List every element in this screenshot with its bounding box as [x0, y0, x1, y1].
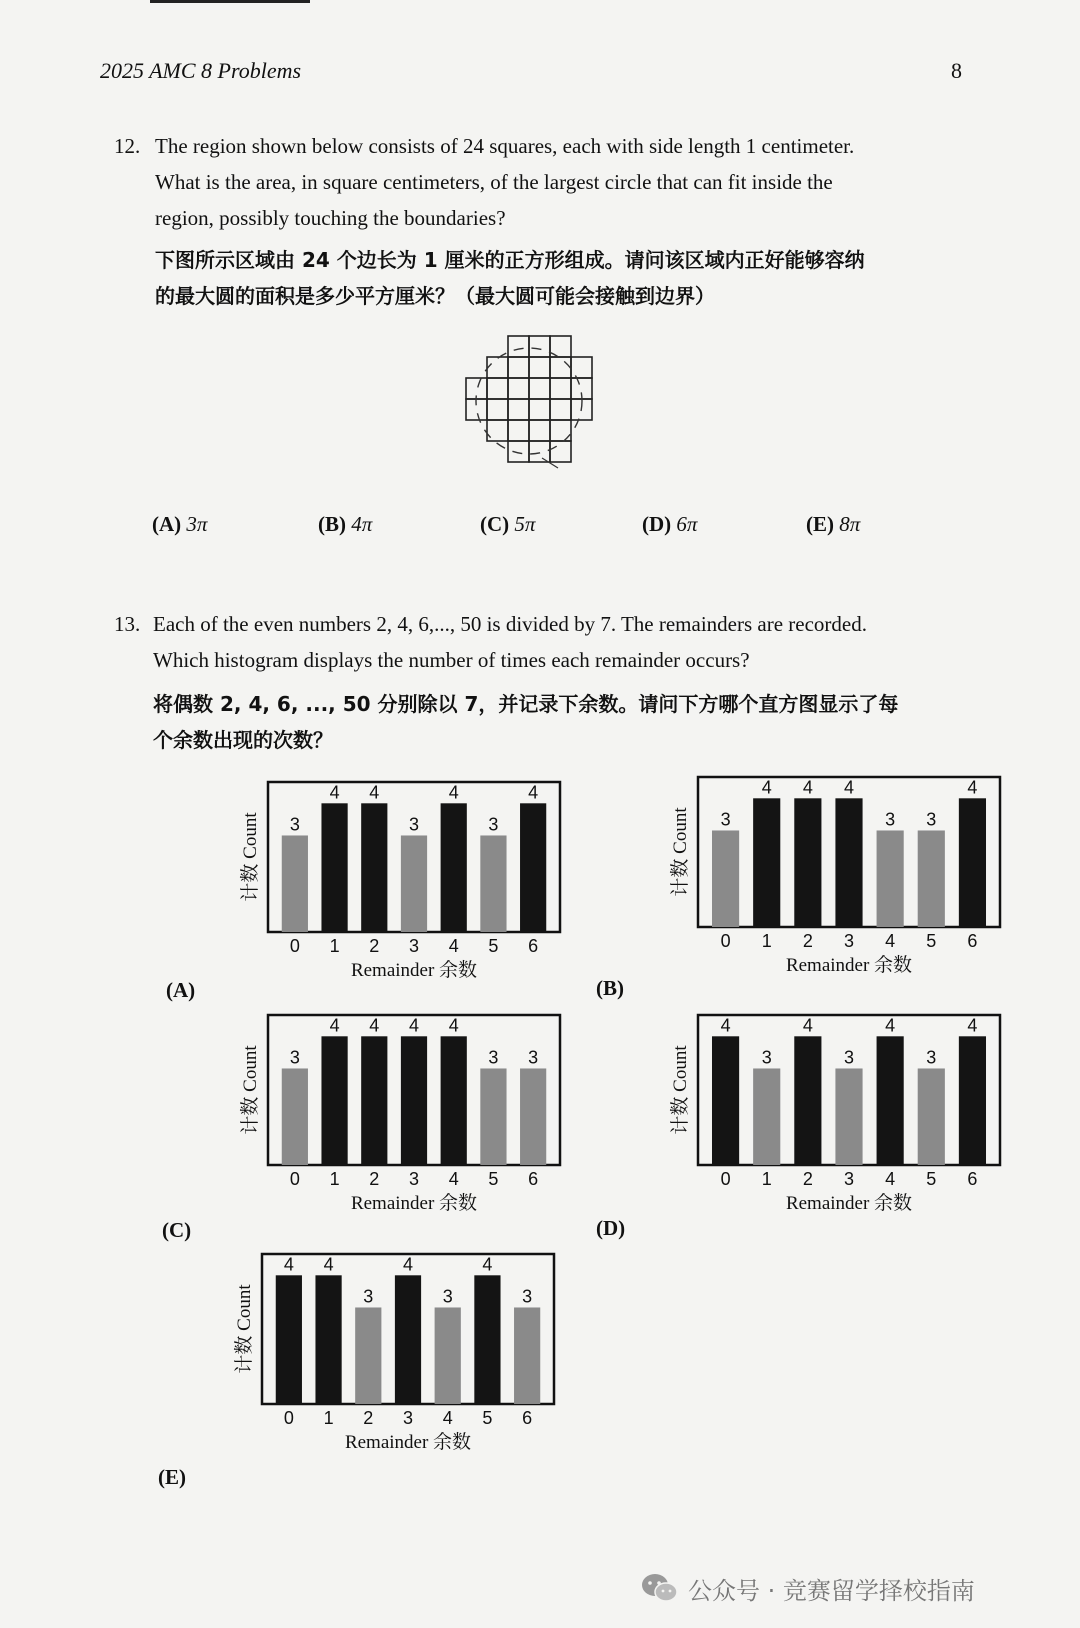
bar [441, 803, 467, 932]
bar [276, 1275, 302, 1404]
bar [480, 1068, 506, 1165]
histogram-b [656, 775, 1006, 995]
bar [514, 1307, 540, 1404]
x-tick-label: 3 [843, 931, 855, 951]
bar [361, 1036, 387, 1165]
q13-en-line: Each of the even numbers 2, 4, 6,..., 50 is divided by 7. The remainders are recorded. [153, 612, 867, 636]
bar [959, 798, 986, 927]
bar-value-label: 3 [363, 1286, 374, 1307]
x-tick-label: 5 [926, 931, 937, 951]
x-tick-label: 6 [967, 931, 978, 951]
bar-value-label: 3 [488, 1047, 499, 1068]
histogram-d-label[interactable]: (D) [596, 1216, 626, 1240]
y-axis-label: 计数 Count [670, 807, 691, 897]
bar [520, 1068, 546, 1165]
histogram-c-label[interactable]: (C) [162, 1218, 192, 1242]
bar [361, 803, 387, 932]
bar-value-label: 4 [283, 1254, 294, 1275]
bar-value-label: 3 [488, 814, 499, 835]
x-axis-label: Remainder 余数 [344, 1432, 472, 1453]
q12-number: 12. [114, 134, 141, 158]
x-tick-label: 5 [926, 1169, 937, 1189]
x-tick-label: 0 [720, 1169, 731, 1189]
bar [753, 1068, 780, 1165]
x-tick-label: 4 [885, 1169, 896, 1189]
x-tick-label: 0 [289, 936, 300, 956]
bar-value-label: 3 [926, 809, 937, 830]
x-tick-label: 4 [885, 931, 896, 951]
x-tick-label: 4 [448, 936, 459, 956]
q13-zh-line: 将偶数 2, 4, 6, ..., 50 分别除以 7，并记录下余数。请问下方哪个直方图显示了每 [153, 692, 899, 716]
bar-value-label: 3 [289, 1047, 300, 1068]
bar [435, 1307, 461, 1404]
wechat-icon [640, 1572, 680, 1604]
bar-value-label: 4 [761, 777, 772, 798]
histogram-e [220, 1252, 560, 1472]
q13-en-line: Which histogram displays the number of times each remainder occurs? [153, 648, 750, 672]
x-tick-label: 1 [323, 1408, 334, 1428]
bar-value-label: 4 [720, 1015, 731, 1036]
bar [480, 835, 506, 932]
bar-value-label: 3 [442, 1286, 453, 1307]
q12-en-line: What is the area, in square centimeters, of the largest circle that can fit inside the [155, 170, 833, 194]
x-tick-label: 2 [363, 1408, 374, 1428]
page-number: 8 [951, 58, 962, 83]
bar [877, 830, 904, 927]
q12-answer-choices [152, 512, 912, 542]
bar-value-label: 4 [448, 1015, 459, 1036]
choice-c[interactable]: (C) 5π [480, 512, 536, 536]
x-tick-label: 6 [528, 1169, 539, 1189]
histogram-d [656, 1013, 1006, 1233]
histogram-a-label[interactable]: (A) [166, 978, 196, 1002]
choice-b[interactable]: (B) 4π [318, 512, 373, 536]
bar [355, 1307, 381, 1404]
bar-value-label: 4 [528, 782, 539, 803]
q12-zh-line: 的最大圆的面积是多少平方厘米？（最大圆可能会接触到边界） [155, 284, 715, 308]
histogram-c [226, 1013, 566, 1233]
x-tick-label: 6 [967, 1169, 978, 1189]
bar [520, 803, 546, 932]
x-axis-label: Remainder 余数 [350, 960, 478, 981]
bar-value-label: 4 [408, 1015, 420, 1036]
bar-value-label: 4 [448, 782, 459, 803]
bar-value-label: 4 [369, 1015, 380, 1036]
choice-a[interactable]: (A) 3π [152, 512, 208, 536]
bar [282, 835, 308, 932]
bar-value-label: 3 [926, 1047, 937, 1068]
q13-english [153, 606, 993, 678]
x-tick-label: 6 [522, 1408, 533, 1428]
x-axis-label: Remainder 余数 [785, 955, 913, 976]
bar [918, 830, 945, 927]
bar [835, 1068, 862, 1165]
bar [282, 1068, 308, 1165]
bar-value-label: 3 [408, 814, 420, 835]
bar [395, 1275, 421, 1404]
x-tick-label: 3 [408, 936, 420, 956]
scan-edge-line [150, 0, 310, 3]
bar-value-label: 3 [885, 809, 896, 830]
x-tick-label: 1 [329, 936, 340, 956]
bar [835, 798, 862, 927]
x-tick-label: 2 [802, 1169, 813, 1189]
q12-english [155, 128, 985, 236]
x-tick-label: 0 [283, 1408, 294, 1428]
x-tick-label: 1 [329, 1169, 340, 1189]
bar-value-label: 4 [802, 777, 813, 798]
x-tick-label: 0 [289, 1169, 300, 1189]
y-axis-label: 计数 Count [670, 1045, 691, 1135]
x-tick-label: 3 [843, 1169, 855, 1189]
x-tick-label: 3 [408, 1169, 420, 1189]
x-tick-label: 5 [482, 1408, 493, 1428]
bar [401, 1036, 427, 1165]
x-tick-label: 4 [448, 1169, 459, 1189]
bar [877, 1036, 904, 1165]
x-tick-label: 0 [720, 931, 731, 951]
histogram-a [226, 780, 566, 1000]
q13-number: 13. [114, 612, 141, 636]
bar-value-label: 3 [843, 1047, 855, 1068]
bar-value-label: 4 [967, 777, 978, 798]
choice-e[interactable]: (E) 8π [806, 512, 861, 536]
bar-value-label: 4 [967, 1015, 978, 1036]
bar-value-label: 4 [482, 1254, 493, 1275]
x-tick-label: 5 [488, 936, 499, 956]
bar [474, 1275, 500, 1404]
bar-value-label: 4 [329, 1015, 340, 1036]
bar-value-label: 4 [885, 1015, 896, 1036]
q12-en-line: region, possibly touching the boundaries? [155, 206, 506, 230]
bar-value-label: 4 [329, 782, 340, 803]
y-axis-label: 计数 Count [240, 1045, 261, 1135]
x-tick-label: 6 [528, 936, 539, 956]
bar-value-label: 3 [528, 1047, 539, 1068]
grid-region-figure [462, 334, 602, 474]
bar [315, 1275, 341, 1404]
q12-chinese [155, 242, 985, 314]
x-tick-label: 4 [442, 1408, 453, 1428]
q12-zh-line: 下图所示区域由 24 个边长为 1 厘米的正方形组成。请问该区域内正好能够容纳 [155, 248, 865, 272]
x-tick-label: 2 [369, 1169, 380, 1189]
x-tick-label: 3 [402, 1408, 414, 1428]
choice-d[interactable]: (D) 6π [642, 512, 698, 536]
x-tick-label: 1 [761, 931, 772, 951]
histogram-b-label[interactable]: (B) [596, 976, 624, 1000]
bar-value-label: 4 [802, 1015, 813, 1036]
x-axis-label: Remainder 余数 [785, 1193, 913, 1214]
bar [441, 1036, 467, 1165]
bar-value-label: 4 [843, 777, 855, 798]
x-tick-label: 2 [369, 936, 380, 956]
page-header-title: 2025 AMC 8 Problems [100, 58, 302, 83]
watermark-text: 公众号 · 竞赛留学择校指南 [688, 1576, 975, 1605]
grid-squares [466, 336, 592, 462]
bar-value-label: 4 [369, 782, 380, 803]
bar [959, 1036, 986, 1165]
wechat-watermark [640, 1568, 975, 1608]
x-tick-label: 5 [488, 1169, 499, 1189]
bar-value-label: 3 [289, 814, 300, 835]
bar-value-label: 3 [522, 1286, 533, 1307]
bar [712, 830, 739, 927]
bar [321, 1036, 347, 1165]
bar-value-label: 4 [323, 1254, 334, 1275]
bar-value-label: 3 [761, 1047, 772, 1068]
bar [918, 1068, 945, 1165]
y-axis-label: 计数 Count [234, 1284, 255, 1374]
x-axis-label: Remainder 余数 [350, 1193, 478, 1214]
q12-en-line: The region shown below consists of 24 squares, each with side length 1 centimeter. [155, 134, 855, 158]
x-tick-label: 1 [761, 1169, 772, 1189]
x-tick-label: 2 [802, 931, 813, 951]
bar [794, 1036, 821, 1165]
histogram-e-label[interactable]: (E) [158, 1465, 186, 1489]
bar [401, 835, 427, 932]
bar [753, 798, 780, 927]
bar [321, 803, 347, 932]
bar-value-label: 4 [402, 1254, 414, 1275]
bar [712, 1036, 739, 1165]
y-axis-label: 计数 Count [240, 812, 261, 902]
bar-value-label: 3 [720, 809, 731, 830]
q13-zh-line: 个余数出现的次数？ [153, 728, 333, 752]
q13-chinese [153, 686, 993, 758]
bar [794, 798, 821, 927]
